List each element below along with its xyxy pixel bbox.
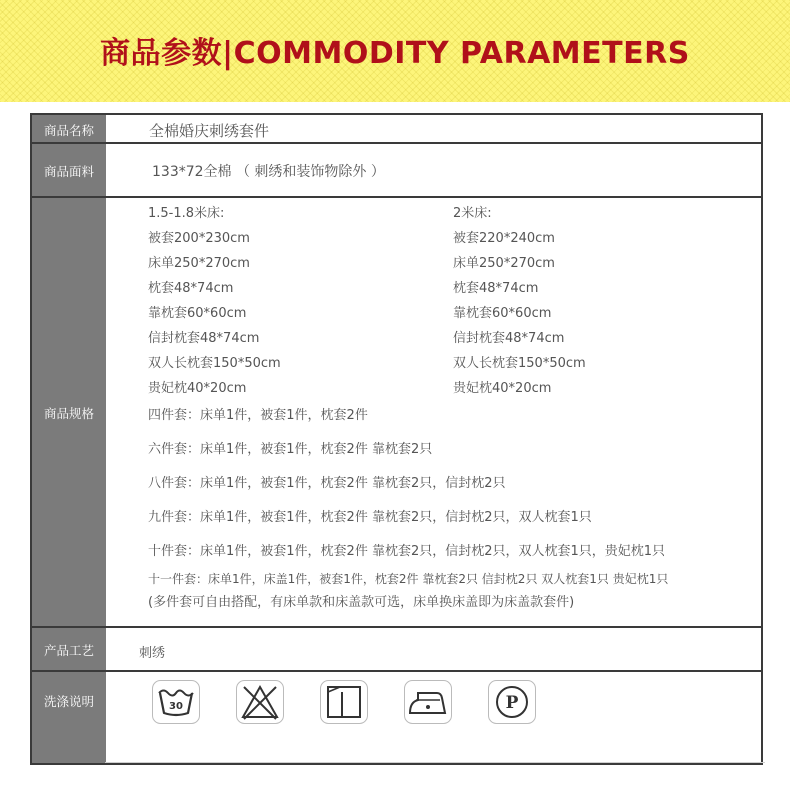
value-craft: 刺绣 [139,646,166,661]
spec-right-item: 被套220*240cm [453,231,555,246]
set-option: 六件套：床单1件，被套1件，枕套2件 靠枕套2只 [148,442,433,457]
set-option-eleven: 十一件套：床单1件，床盖1件，被套1件，枕套2件 靠枕套2只 信封枕2只 双人枕套1只 贵妃枕1只 [148,572,669,586]
svg-text:P: P [505,693,519,713]
wash-30-icon [152,680,200,724]
value-fabric: 133*72全棉 （ 刺绣和装饰物除外 ） [152,164,385,180]
spec-left-item: 被套200*230cm [148,231,250,246]
spec-right-item: 双人长枕套150*50cm [453,356,586,371]
row-specification [32,198,761,628]
spec-left-title: 1.5-1.8米床: [148,206,225,221]
set-option: 十件套：床单1件，被套1件，枕套2件 靠枕套2只，信封枕2只，双人枕套1只，贵妃枕1只 [148,544,666,559]
spec-right-item: 枕套48*74cm [453,281,539,296]
set-option: 八件套：床单1件，被套1件，枕套2件 靠枕套2只，信封枕2只 [148,476,506,491]
label-specification: 商品规格 [32,198,106,628]
label-craft: 产品工艺 [32,628,106,672]
spec-left-item: 贵妃枕40*20cm [148,381,247,396]
label-product-name: 商品名称 [32,115,106,144]
value-product-name: 全棉婚庆刺绣套件 [149,122,270,140]
parameters-table [30,113,763,765]
iron-low-icon [404,680,452,724]
spec-left-item: 床单250*270cm [148,256,250,271]
set-option: 九件套：床单1件，被套1件，枕套2件 靠枕套2只，信封枕2只，双人枕套1只 [148,510,592,525]
spec-left-item: 枕套48*74cm [148,281,234,296]
no-bleach-icon [236,680,284,724]
spec-right-item: 信封枕套48*74cm [453,331,565,346]
spec-left-item: 信封枕套48*74cm [148,331,260,346]
spec-content [109,198,761,628]
spec-right-item: 贵妃枕40*20cm [453,381,552,396]
row-product-name [32,115,761,144]
tumble-dry-icon [320,680,368,724]
page-title: 商品参数|COMMODITY PARAMETERS [100,36,690,71]
label-washing: 洗涤说明 [32,672,106,763]
label-fabric: 商品面料 [32,144,106,198]
spec-left-item: 双人长枕套150*50cm [148,356,281,371]
set-option: 四件套：床单1件，被套1件，枕套2件 [148,408,368,423]
set-note: (多件套可自由搭配，有床单款和床盖款可选，床单换床盖即为床盖款套件) [148,595,575,610]
svg-text:30: 30 [169,701,183,712]
bottom-divider [105,762,765,763]
dry-clean-p-icon [488,680,536,724]
row-washing [32,672,761,763]
spec-right-title: 2米床: [453,206,492,221]
spec-left-item: 靠枕套60*60cm [148,306,247,321]
row-fabric [32,144,761,198]
spec-right-item: 靠枕套60*60cm [453,306,552,321]
header-banner [0,0,790,102]
care-icons [109,672,761,763]
spec-right-item: 床单250*270cm [453,256,555,271]
row-craft [32,628,761,672]
